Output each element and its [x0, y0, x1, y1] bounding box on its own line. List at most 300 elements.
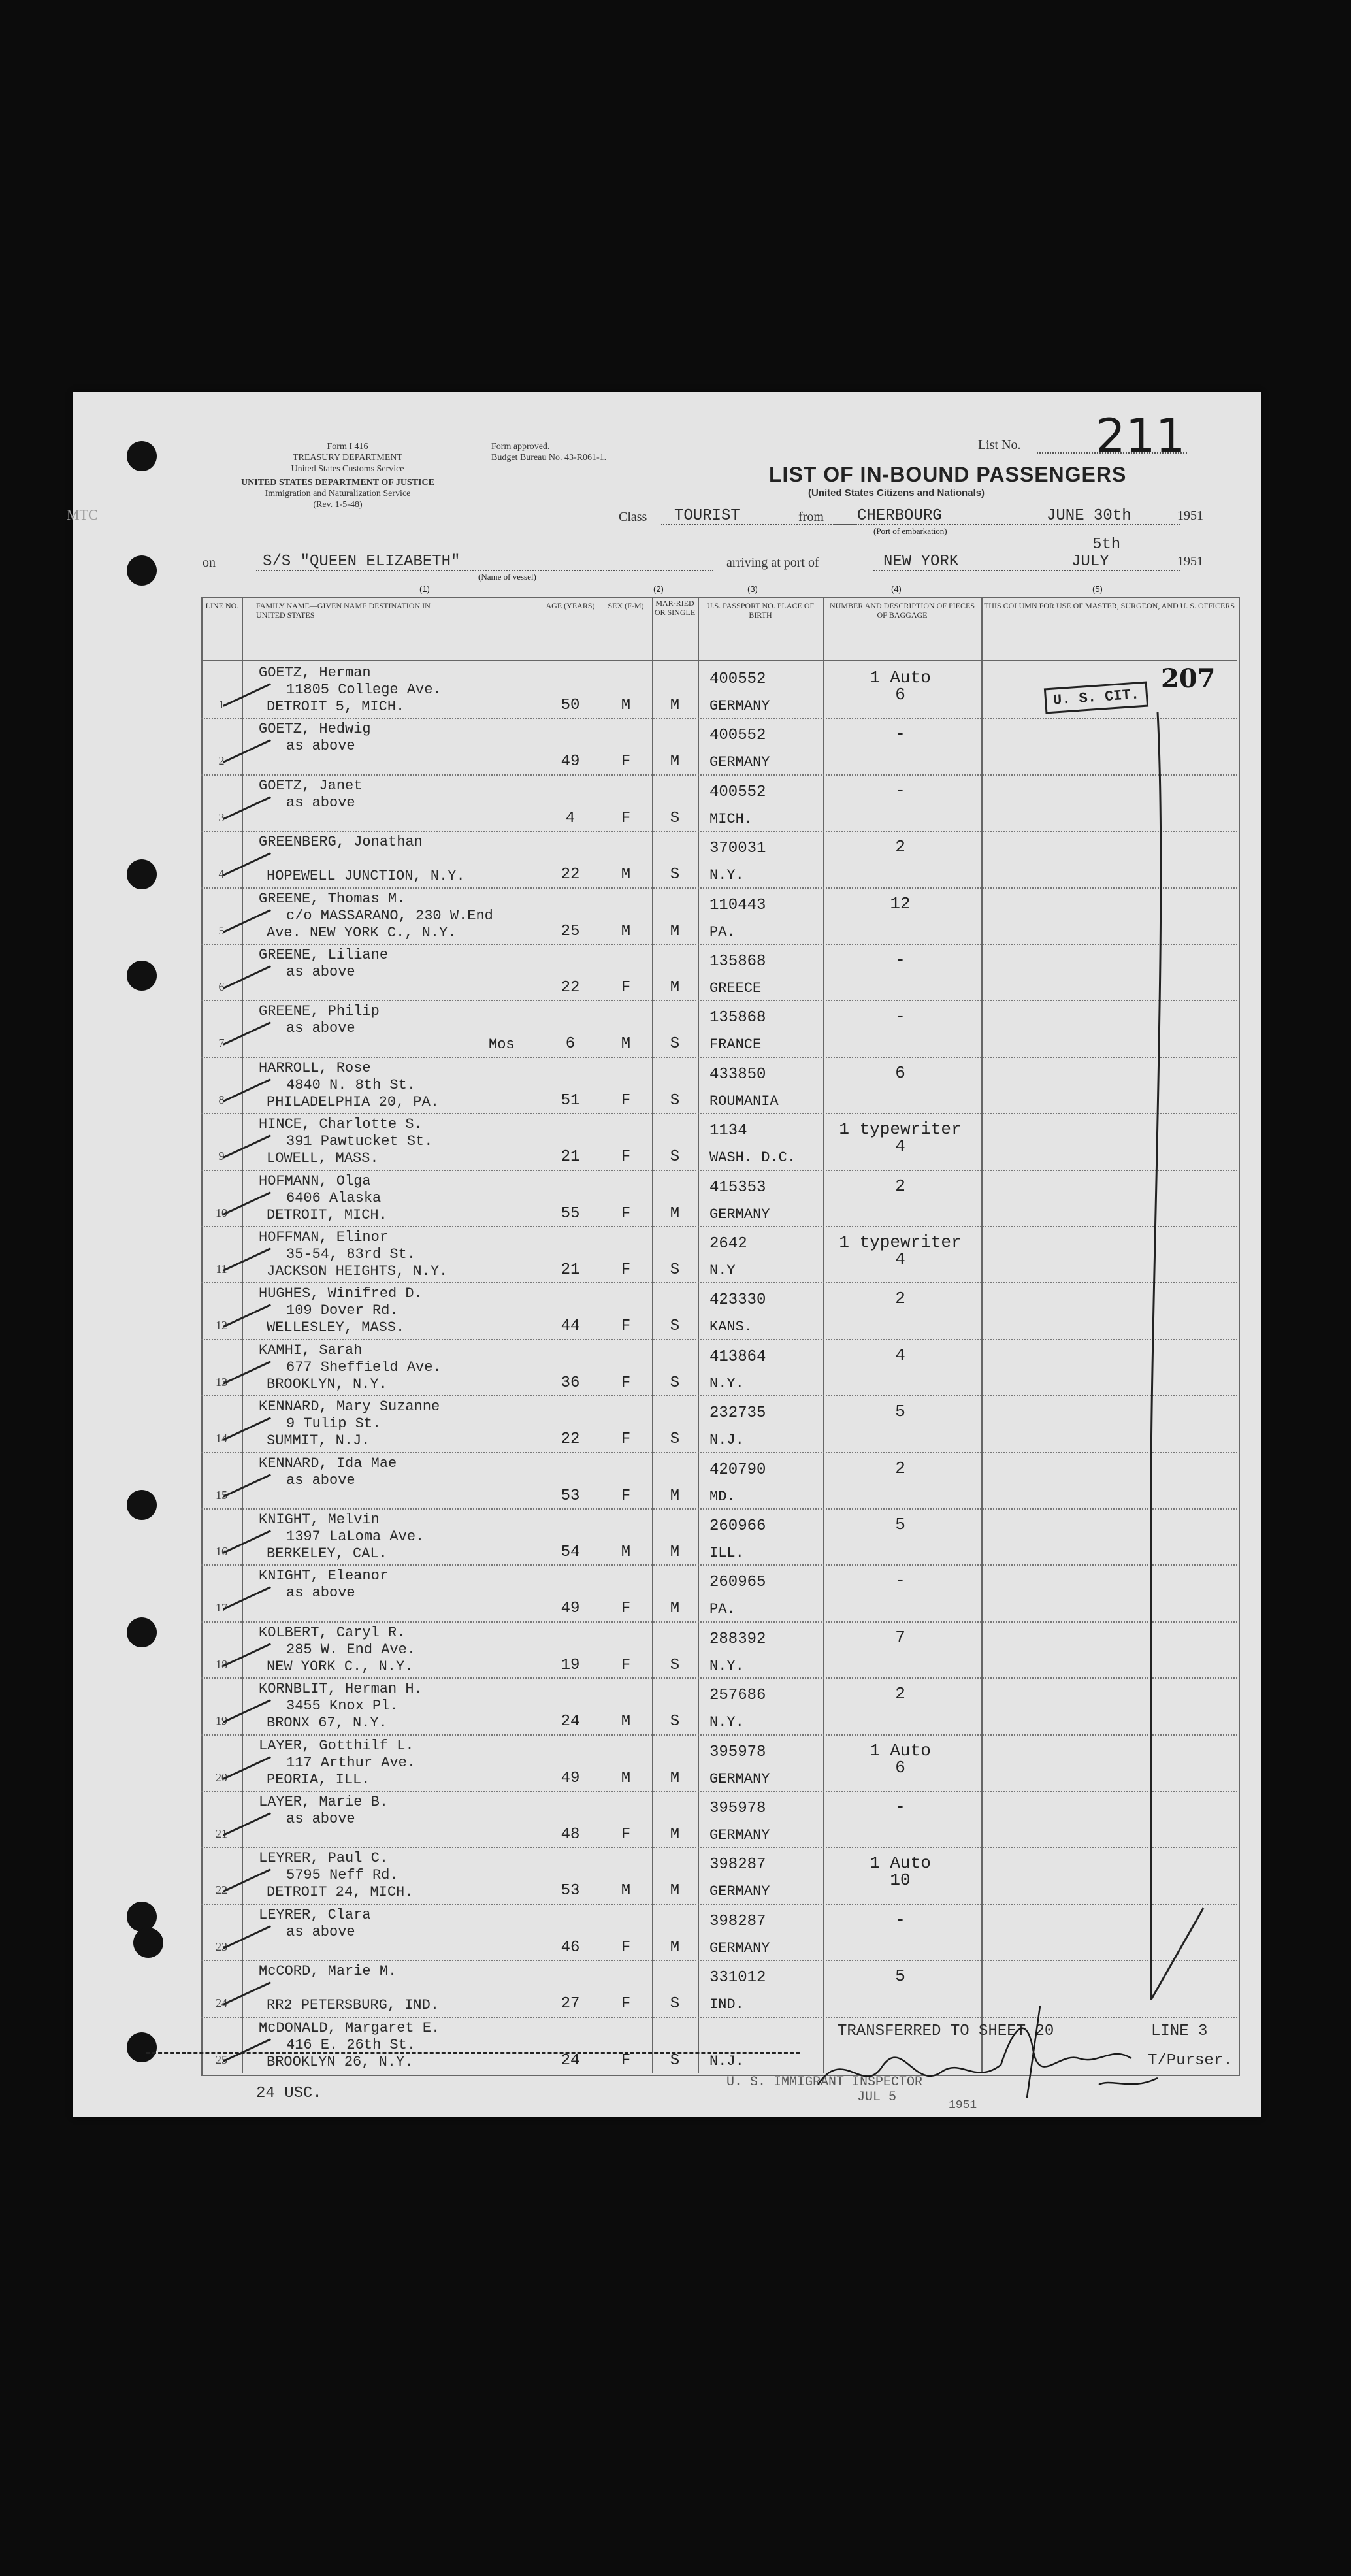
count-207: 207: [1161, 663, 1216, 694]
marital-status: S: [670, 1374, 680, 1392]
family-name: LEYRER, Paul C.: [259, 1850, 389, 1866]
address-line: as above: [286, 1020, 355, 1036]
sex: F: [621, 1826, 631, 1843]
form-number: Form I 416: [327, 442, 368, 452]
passport-number: 260966: [709, 1517, 766, 1535]
family-name: GOETZ, Herman: [259, 665, 371, 681]
address-line: 3455 Knox Pl.: [286, 1698, 399, 1714]
baggage-count: 6: [895, 1758, 905, 1777]
col-passport: U.S. PASSPORT NO. PLACE OF BIRTH: [706, 601, 815, 619]
family-name: HINCE, Charlotte S.: [259, 1116, 423, 1132]
place-of-birth: FRANCE: [709, 1036, 762, 1053]
age: 22: [561, 866, 580, 883]
baggage: 2: [895, 1289, 905, 1308]
justice-dept: UNITED STATES DEPARTMENT OF JUSTICE: [241, 478, 434, 487]
baggage: 2: [895, 1176, 905, 1196]
punch-hole: [127, 859, 157, 889]
passport-number: 398287: [709, 1913, 766, 1930]
passport-number: 400552: [709, 670, 766, 688]
age: 49: [561, 753, 580, 770]
line-number: 11: [216, 1263, 227, 1276]
age: 24: [561, 1713, 580, 1730]
marital-status: M: [670, 1770, 680, 1787]
address-line: 117 Arthur Ave.: [286, 1755, 416, 1771]
line-number: 1: [218, 698, 225, 711]
family-name: LAYER, Marie B.: [259, 1794, 389, 1810]
address-line: 677 Sheffield Ave.: [286, 1359, 442, 1376]
marital-status: S: [670, 1317, 680, 1335]
line-number: 9: [218, 1149, 225, 1163]
family-name: KOLBERT, Caryl R.: [259, 1625, 406, 1641]
passport-number: 420790: [709, 1461, 766, 1479]
family-name: HOFFMAN, Elinor: [259, 1229, 389, 1246]
marital-status: S: [670, 810, 680, 827]
age: 51: [561, 1092, 580, 1110]
embark-port: CHERBOURG: [857, 507, 942, 525]
check-mark: [223, 1474, 271, 1498]
age: 25: [561, 923, 580, 940]
col-sex: SEX (F-M): [608, 601, 644, 610]
destination: RR2 PETERSBURG, IND.: [267, 1997, 440, 2013]
age: 22: [561, 1430, 580, 1448]
baggage: 4: [895, 1346, 905, 1365]
passport-number: 288392: [709, 1630, 766, 1648]
check-mark: [223, 1191, 271, 1215]
destination: DETROIT 24, MICH.: [267, 1884, 414, 1900]
line-number: 2: [218, 754, 225, 767]
passport-number: 135868: [709, 1009, 766, 1027]
baggage: 6: [895, 1063, 905, 1083]
sex: M: [621, 866, 631, 883]
destination: BROOKLYN, N.Y.: [267, 1376, 387, 1393]
marital-status: M: [670, 923, 680, 940]
baggage: -: [895, 1910, 905, 1930]
check-mark: [223, 796, 271, 820]
family-name: GREENE, Liliane: [259, 947, 389, 963]
family-name: HOFMANN, Olga: [259, 1173, 371, 1189]
destination: BERKELEY, CAL.: [267, 1545, 387, 1562]
punch-hole: [127, 441, 157, 471]
family-name: McCORD, Marie M.: [259, 1963, 397, 1979]
sex: M: [621, 1713, 631, 1730]
passport-number: 415353: [709, 1179, 766, 1197]
marital-status: S: [670, 1657, 680, 1674]
check-mark: [223, 1247, 271, 1272]
address-line: 416 E. 26th St.: [286, 2037, 416, 2053]
line-number: 13: [216, 1376, 227, 1389]
place-of-birth: N.Y.: [709, 1658, 744, 1674]
check-mark: [223, 1361, 271, 1385]
place-of-birth: N.Y.: [709, 1376, 744, 1392]
place-of-birth: N.Y: [709, 1263, 736, 1279]
sex: F: [621, 1148, 631, 1166]
place-of-birth: N.Y.: [709, 1714, 744, 1730]
check-mark: [223, 739, 271, 763]
address-line: 109 Dover Rd.: [286, 1302, 399, 1319]
family-name: KENNARD, Mary Suzanne: [259, 1398, 440, 1415]
arrival-day: 5th: [1092, 536, 1121, 553]
punch-hole: [127, 2032, 157, 2062]
justice-block: [201, 477, 475, 510]
family-name: HUGHES, Winifred D.: [259, 1285, 423, 1302]
passport-number: 398287: [709, 1856, 766, 1874]
line-number: 5: [218, 924, 225, 937]
sex: F: [621, 1939, 631, 1957]
check-mark: [223, 1925, 271, 1949]
check-mark: [223, 2038, 271, 2062]
marital-status: S: [670, 1092, 680, 1110]
age: 22: [561, 979, 580, 997]
address-line: 6406 Alaska: [286, 1190, 382, 1206]
sex: M: [621, 1035, 631, 1053]
age: 27: [561, 1995, 580, 2013]
place-of-birth: GERMANY: [709, 1771, 770, 1787]
baggage: 1 typewriter: [839, 1119, 962, 1139]
transfer-dash-line: [146, 2052, 800, 2054]
sex: F: [621, 1205, 631, 1223]
address-line: 4840 N. 8th St.: [286, 1077, 416, 1093]
family-name: KNIGHT, Eleanor: [259, 1568, 389, 1584]
address-line: 5795 Neff Rd.: [286, 1867, 399, 1883]
embark-caption: (Port of embarkation): [873, 526, 947, 536]
address-line: c/o MASSARANO, 230 W.End: [286, 908, 493, 924]
col-age: AGE (YEARS): [545, 601, 595, 610]
age: 21: [561, 1261, 580, 1279]
passport-number: 395978: [709, 1800, 766, 1817]
place-of-birth: GERMANY: [709, 754, 770, 770]
family-name: GREENBERG, Jonathan: [259, 834, 423, 850]
place-of-birth: PA.: [709, 924, 736, 940]
check-mark: [223, 852, 271, 876]
passport-number: 331012: [709, 1969, 766, 1987]
destination: BRONX 67, N.Y.: [267, 1715, 387, 1731]
sex: F: [621, 1600, 631, 1617]
page-title: LIST OF IN-BOUND PASSENGERS: [769, 463, 1127, 486]
address-line: 9 Tulip St.: [286, 1415, 382, 1432]
age: 48: [561, 1826, 580, 1843]
col-num-2: (2): [653, 584, 664, 594]
destination: PHILADELPHIA 20, PA.: [267, 1094, 440, 1110]
age: 53: [561, 1882, 580, 1900]
baggage: 2: [895, 1459, 905, 1478]
check-mark: [223, 1643, 271, 1667]
usc-note: 24 USC.: [256, 2085, 322, 2102]
age: 4: [565, 810, 576, 827]
sex: M: [621, 1544, 631, 1561]
check-mark: [223, 1530, 271, 1554]
arriving-label: arriving at port of: [726, 555, 819, 570]
stamp-year: 1951: [949, 2099, 977, 2112]
baggage: 12: [890, 894, 911, 914]
on-label: on: [203, 555, 216, 570]
arrival-port: NEW YORK: [883, 553, 959, 570]
treasury-dept: TREASURY DEPARTMENT: [292, 453, 403, 463]
age: 55: [561, 1205, 580, 1223]
destination: HOPEWELL JUNCTION, N.Y.: [267, 868, 465, 884]
line-number: 24: [216, 1996, 227, 2009]
address-line: 35-54, 83rd St.: [286, 1246, 416, 1263]
punch-hole: [133, 1928, 163, 1958]
place-of-birth: WASH. D.C.: [709, 1149, 796, 1166]
marital-status: M: [670, 1826, 680, 1843]
punch-hole: [127, 1490, 157, 1520]
sex: F: [621, 1374, 631, 1392]
marital-status: M: [670, 697, 680, 714]
check-mark: [223, 1699, 271, 1723]
passport-number: 1134: [709, 1122, 747, 1140]
check-mark: [223, 1021, 271, 1046]
place-of-birth: GERMANY: [709, 1883, 770, 1900]
marital-status: M: [670, 753, 680, 770]
age-unit: Mos: [489, 1036, 515, 1053]
line-number: 7: [218, 1036, 225, 1049]
marital-status: S: [670, 1713, 680, 1730]
sex: F: [621, 1261, 631, 1279]
place-of-birth: PA.: [709, 1601, 736, 1617]
age: 36: [561, 1374, 580, 1392]
line-number: 17: [216, 1601, 227, 1614]
marital-status: S: [670, 1035, 680, 1053]
inspector-stamp: U. S. IMMIGRANT INSPECTOR: [726, 2075, 923, 2090]
family-name: LEYRER, Clara: [259, 1907, 371, 1923]
family-name: KNIGHT, Melvin: [259, 1511, 380, 1528]
line-number: 16: [216, 1545, 227, 1558]
us-citizen-stamp: U. S. CIT.: [1044, 682, 1148, 714]
check-mark: [223, 1304, 271, 1328]
arrival-month: JULY: [1071, 553, 1109, 570]
baggage-count: 10: [890, 1870, 911, 1890]
age: 49: [561, 1600, 580, 1617]
baggage: 2: [895, 837, 905, 857]
passport-number: 400552: [709, 727, 766, 744]
passport-number: 370031: [709, 840, 766, 857]
sex: F: [621, 753, 631, 770]
baggage: -: [895, 1006, 905, 1026]
address-line: as above: [286, 1472, 355, 1489]
from-label: from: [798, 510, 824, 524]
punch-hole: [127, 961, 157, 991]
address-line: as above: [286, 795, 355, 811]
passport-number: 135868: [709, 953, 766, 970]
family-name: KORNBLIT, Herman H.: [259, 1681, 423, 1697]
destination: DETROIT 5, MICH.: [267, 699, 405, 715]
place-of-birth: GERMANY: [709, 1940, 770, 1957]
destination: LOWELL, MASS.: [267, 1150, 379, 1166]
family-name: GOETZ, Hedwig: [259, 721, 371, 737]
customs-service: United States Customs Service: [291, 464, 404, 474]
punch-hole: [127, 555, 157, 586]
sex: M: [621, 1770, 631, 1787]
sex: M: [621, 1882, 631, 1900]
marital-status: M: [670, 979, 680, 997]
baggage: 1 Auto: [870, 1853, 931, 1873]
line-number: 6: [218, 980, 225, 993]
address-line: 11805 College Ave.: [286, 682, 442, 698]
baggage: -: [895, 1797, 905, 1817]
destination: DETROIT, MICH.: [267, 1207, 387, 1223]
address-line: 1397 LaLoma Ave.: [286, 1528, 425, 1545]
check-mark: [223, 683, 271, 707]
baggage: 5: [895, 1402, 905, 1421]
col-baggage: NUMBER AND DESCRIPTION OF PIECES OF BAGGAGE: [829, 601, 975, 619]
age: 49: [561, 1770, 580, 1787]
age: 54: [561, 1544, 580, 1561]
family-name: GREENE, Philip: [259, 1003, 380, 1019]
line-number: 21: [216, 1827, 227, 1840]
sex: M: [621, 697, 631, 714]
place-of-birth: GERMANY: [709, 1206, 770, 1223]
line-number: 20: [216, 1771, 227, 1784]
marital-status: S: [670, 1261, 680, 1279]
depart-date: JUNE 30th: [1047, 507, 1131, 525]
line-number: 10: [216, 1206, 227, 1219]
passport-number: 232735: [709, 1404, 766, 1422]
place-of-birth: IND.: [709, 1996, 744, 2013]
baggage: 7: [895, 1628, 905, 1647]
check-mark: [223, 1134, 271, 1159]
line-number: 4: [218, 867, 225, 880]
sex: F: [621, 2052, 631, 2070]
line-number: 18: [216, 1658, 227, 1671]
place-of-birth: N.Y.: [709, 867, 744, 883]
budget-bureau: Budget Bureau No. 43-R061-1.: [491, 453, 607, 463]
check-mark: [223, 1586, 271, 1610]
vessel-caption: (Name of vessel): [478, 572, 536, 582]
passport-number: 433850: [709, 1066, 766, 1083]
family-name: KENNARD, Ida Mae: [259, 1455, 397, 1472]
sex: M: [621, 923, 631, 940]
baggage: 1 Auto: [870, 1741, 931, 1760]
place-of-birth: GERMANY: [709, 698, 770, 714]
age: 44: [561, 1317, 580, 1335]
line-number: 14: [216, 1432, 227, 1445]
destination: JACKSON HEIGHTS, N.Y.: [267, 1263, 448, 1280]
address-line: as above: [286, 1811, 355, 1827]
sex: F: [621, 1657, 631, 1674]
purser-label: T/Purser.: [1148, 2052, 1233, 2070]
check-mark: [223, 909, 271, 933]
check-mark: [223, 1981, 271, 2006]
col-line-no: LINE NO.: [205, 601, 239, 610]
destination: SUMMIT, N.J.: [267, 1432, 370, 1449]
inspector-signature: [805, 1987, 1171, 2111]
form-approved: Form approved.: [491, 442, 550, 452]
marital-status: S: [670, 1148, 680, 1166]
baggage: -: [895, 724, 905, 744]
col-name: FAMILY NAME—GIVEN NAME DESTINATION IN UNITED STATES: [256, 601, 431, 619]
marital-status: M: [670, 1939, 680, 1957]
check-mark: [223, 1812, 271, 1836]
place-of-birth: MD.: [709, 1489, 736, 1505]
sex: F: [621, 1430, 631, 1448]
marital-status: S: [670, 1995, 680, 2013]
depart-year: 1951: [1177, 508, 1203, 523]
col-officers: THIS COLUMN FOR USE OF MASTER, SURGEON, AND U. S. OFFICERS: [983, 601, 1235, 610]
sex: F: [621, 810, 631, 827]
punch-hole: [127, 1617, 157, 1647]
age: 53: [561, 1487, 580, 1505]
check-mark: [223, 1078, 271, 1102]
line-number: 8: [218, 1093, 225, 1106]
address-line: 285 W. End Ave.: [286, 1642, 416, 1658]
line-number: 19: [216, 1714, 227, 1727]
place-of-birth: N.J.: [709, 1432, 744, 1448]
sex: F: [621, 1092, 631, 1110]
marital-status: M: [670, 1600, 680, 1617]
col-num-5: (5): [1092, 584, 1103, 594]
sex: F: [621, 1995, 631, 2013]
family-name: LAYER, Gotthilf L.: [259, 1738, 414, 1754]
address-line: as above: [286, 1585, 355, 1601]
passport-number: 110443: [709, 897, 766, 914]
arrival-year: 1951: [1177, 554, 1203, 569]
place-of-birth: ILL.: [709, 1545, 744, 1561]
passport-number: 257686: [709, 1687, 766, 1704]
family-name: GREENE, Thomas M.: [259, 891, 406, 907]
col-num-3: (3): [747, 584, 758, 594]
transferred-line: LINE 3: [1151, 2023, 1208, 2040]
baggage: -: [895, 781, 905, 801]
marital-status: M: [670, 1487, 680, 1505]
marital-status: M: [670, 1544, 680, 1561]
place-of-birth: ROUMANIA: [709, 1093, 779, 1110]
manifest-sheet: [67, 392, 1261, 2117]
age: 6: [565, 1035, 576, 1053]
list-no-label: List No.: [978, 438, 1021, 452]
baggage-count: 6: [895, 685, 905, 704]
margin-mark: MTC: [67, 506, 98, 523]
place-of-birth: MICH.: [709, 811, 753, 827]
approval-block: [491, 441, 687, 463]
line-number: 23: [216, 1940, 227, 1953]
check-mark: [223, 965, 271, 989]
marital-status: S: [670, 1430, 680, 1448]
form-number-block: [250, 441, 446, 474]
family-name: HARROLL, Rose: [259, 1060, 371, 1076]
family-name: McDONALD, Margaret E.: [259, 2020, 440, 2036]
place-of-birth: GREECE: [709, 980, 762, 997]
baggage: -: [895, 950, 905, 970]
vessel-name: S/S "QUEEN ELIZABETH": [263, 553, 461, 570]
revision: (Rev. 1-5-48): [313, 500, 363, 510]
destination: PEORIA, ILL.: [267, 1772, 370, 1788]
sex: F: [621, 1487, 631, 1505]
officer-tally-line: [1053, 706, 1223, 2026]
age: 21: [561, 1148, 580, 1166]
col-num-1: (1): [419, 584, 430, 594]
col-marital: MAR-RIED OR SINGLE: [654, 599, 696, 617]
age: 50: [561, 697, 580, 714]
baggage: 5: [895, 1515, 905, 1534]
check-mark: [223, 1868, 271, 1892]
destination: Ave. NEW YORK C., N.Y.: [267, 925, 457, 941]
baggage: 5: [895, 1966, 905, 1986]
baggage: 1 Auto: [870, 668, 931, 687]
page-subtitle: (United States Citizens and Nationals): [808, 487, 985, 499]
age: 46: [561, 1939, 580, 1957]
sex: F: [621, 979, 631, 997]
address-line: as above: [286, 1924, 355, 1940]
baggage-count: 4: [895, 1249, 905, 1269]
passport-number: 2642: [709, 1235, 747, 1253]
passport-number: 260965: [709, 1574, 766, 1591]
destination: NEW YORK C., N.Y.: [267, 1659, 414, 1675]
line-number: 12: [216, 1319, 227, 1332]
class-value: TOURIST: [674, 507, 740, 525]
passport-number: 413864: [709, 1348, 766, 1366]
line-number: 15: [216, 1489, 227, 1502]
check-mark: [223, 1756, 271, 1780]
